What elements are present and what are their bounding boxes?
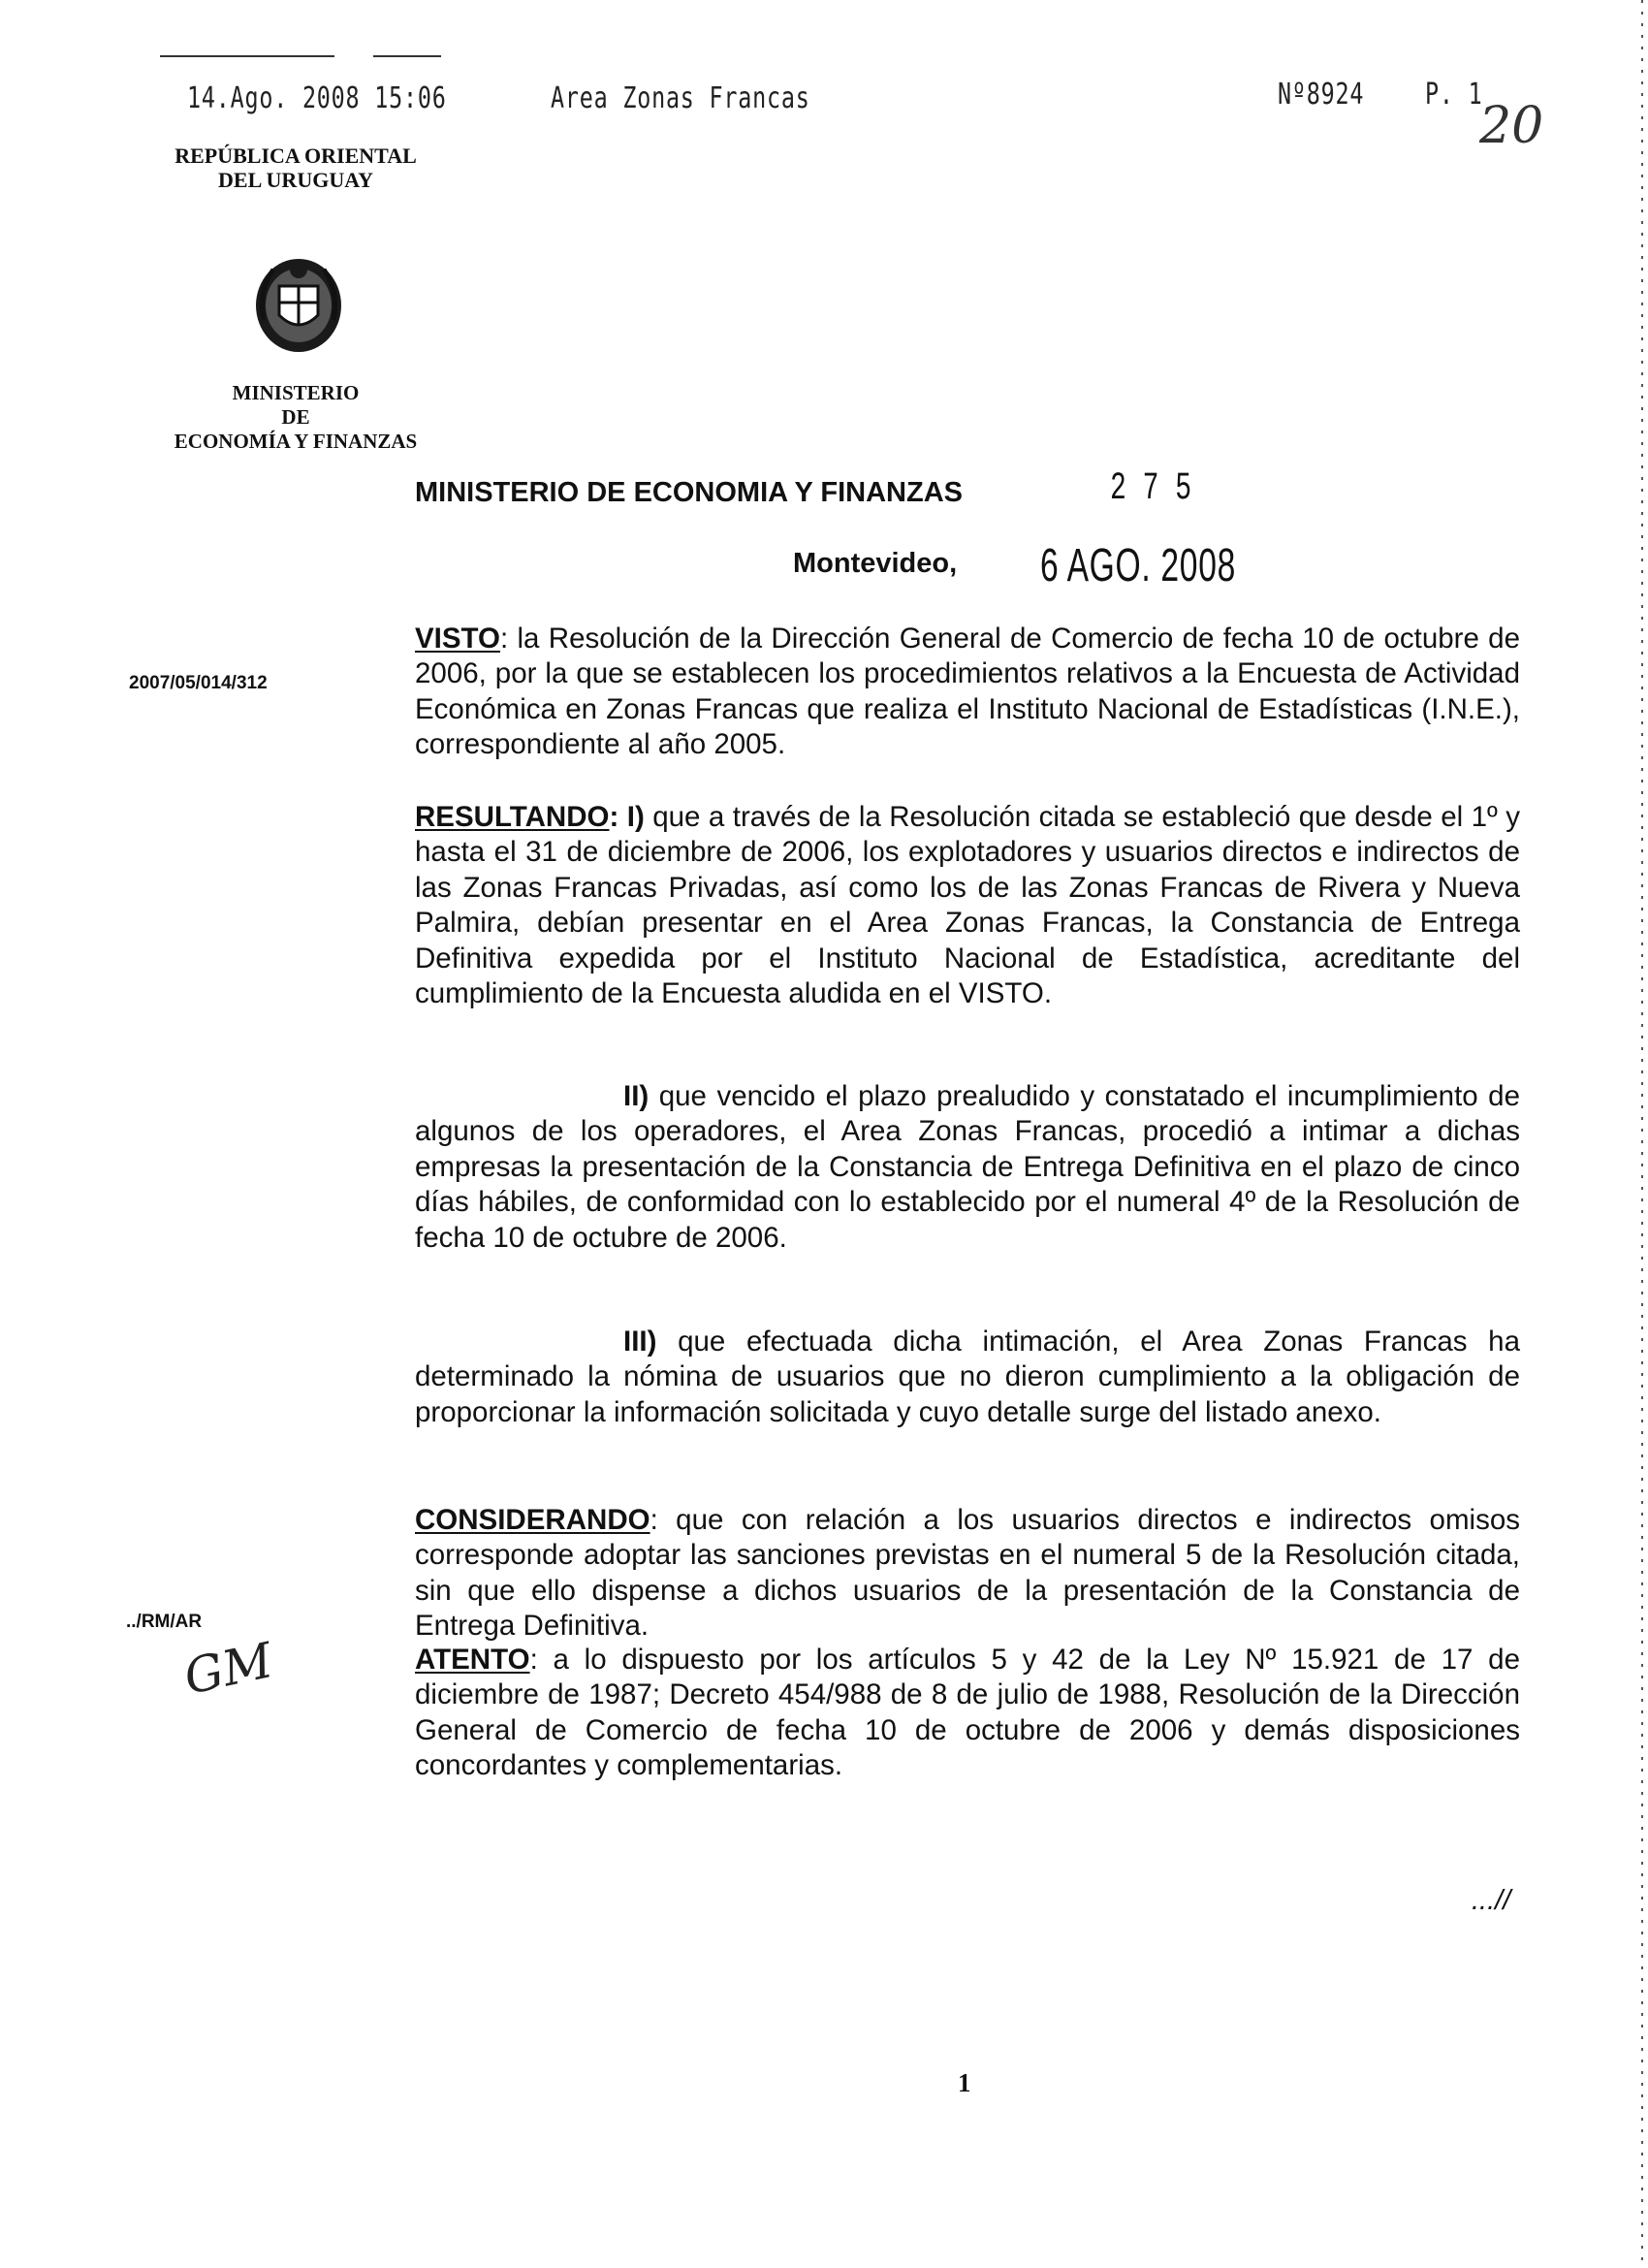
resultando-iii-number: III) xyxy=(623,1326,657,1358)
letterhead-country xyxy=(150,144,441,192)
resultando-iii-paragraph xyxy=(415,1325,1520,1430)
fax-datetime: 14.Ago. 2008 15:06 xyxy=(187,81,447,115)
considerando-text: : que con relación a los usuarios directos e indirectos omisos corresponde adoptar las sanciones previstas en el numeral 5 de la Resolución citada, sin que ello dispense a dichos usuarios de la presentación de la Constancia de Entrega Definitiva. xyxy=(415,1504,1520,1643)
considerando-paragraph xyxy=(415,1503,1520,1645)
letterhead-ministry xyxy=(145,381,446,454)
fax-header-rule-2 xyxy=(373,55,441,57)
atento-paragraph xyxy=(415,1643,1520,1784)
letterhead-country-line2: DEL URUGUAY xyxy=(218,168,373,192)
fax-number: Nº8924 xyxy=(1278,78,1365,112)
visto-text: : la Resolución de la Dirección General de Comercio de fecha 10 de octubre de 2006, por la que se establecen los procedimientos relativos a la Encuesta de Actividad Económica en Zonas Francas que realiza el Instituto Nacional de Estadísticas (I.N.E.), correspondiente al año 2005. xyxy=(415,623,1520,761)
resultando-ii-number: II) xyxy=(623,1080,650,1112)
resultando-i-text: que a través de la Resolución citada se estableció que desde el 1º y hasta el 31 de diciembre de 2006, los explotadores y usuarios directos e indirectos de las Zonas Francas Privadas, así como los de las Zonas Francas de Rivera y Nueva Palmira, debían presentar en el Area Zonas Francas, la Constancia de Entrega Definitiva expedida por el Instituto Nacional de Estadística, acreditante del cumplimiento de la Encuesta aludida en el VISTO. xyxy=(415,801,1520,1010)
letterhead-ministry-line1: MINISTERIO xyxy=(232,381,360,404)
place-label: Montevideo, xyxy=(793,548,958,579)
resultando-iii-text: que efectuada dicha intimación, el Area Zonas Francas ha determinado la nómina de usuarios que no dieron cumplimiento a la obligación de proporcionar la información solicitada y cuyo detalle surge del listado anexo. xyxy=(415,1326,1520,1428)
resultando-ii-paragraph xyxy=(415,1079,1520,1256)
resolution-number: 2 7 5 xyxy=(1110,467,1192,511)
resultando-i-number: : I) xyxy=(609,801,645,833)
visto-label: VISTO xyxy=(415,623,500,655)
resultando-ii-text: que vencido el plazo prealudido y constatado el incumplimiento de algunos de los operadores, el Area Zonas Francas, procedió a intimar a dichas empresas la presentación de la Constancia de Entrega Definitiva en el plazo de cinco días hábiles, de conformidad con lo establecido por el numeral 4º de la Resolución de fecha 10 de octubre de 2006. xyxy=(415,1080,1520,1254)
letterhead-ministry-line2: DE xyxy=(281,405,310,429)
resultando-i-paragraph xyxy=(415,800,1520,1011)
atento-text: : a lo dispuesto por los artículos 5 y 42 de la Ley Nº 15.921 de 17 de diciembre de 1987; Decreto 454/988 de 8 de julio de 1988, Resolución de la Dirección General de Comercio de fecha 10 de octubre de 2006 y demás disposiciones concordantes y complementarias. xyxy=(415,1644,1520,1782)
handwritten-folio: 20 xyxy=(1479,97,1544,155)
resultando-label: RESULTANDO xyxy=(415,801,610,833)
fax-header-rule-1 xyxy=(160,55,334,57)
handwritten-initials: GM xyxy=(178,1632,278,1706)
page-number: 1 xyxy=(958,2068,971,2097)
fax-page: P. 1 xyxy=(1425,78,1483,112)
file-code: 2007/05/014/312 xyxy=(129,673,268,693)
fax-sender: Area Zonas Francas xyxy=(551,81,810,115)
initials-code: ../RM/AR xyxy=(126,1612,203,1632)
scan-edge-artifact xyxy=(1634,0,1648,2268)
letterhead-ministry-line3: ECONOMÍA Y FINANZAS xyxy=(174,430,418,453)
considerando-label: CONSIDERANDO xyxy=(415,1504,650,1536)
letterhead-country-line1: REPÚBLICA ORIENTAL xyxy=(174,144,417,168)
continuation-mark: ...// xyxy=(1472,1885,1511,1916)
visto-paragraph xyxy=(415,622,1520,763)
coat-of-arms-icon xyxy=(250,252,347,359)
document-title: MINISTERIO DE ECONOMIA Y FINANZAS xyxy=(415,477,964,508)
date-stamp: 6 AGO. 2008 xyxy=(1040,540,1236,591)
atento-label: ATENTO xyxy=(415,1644,530,1676)
